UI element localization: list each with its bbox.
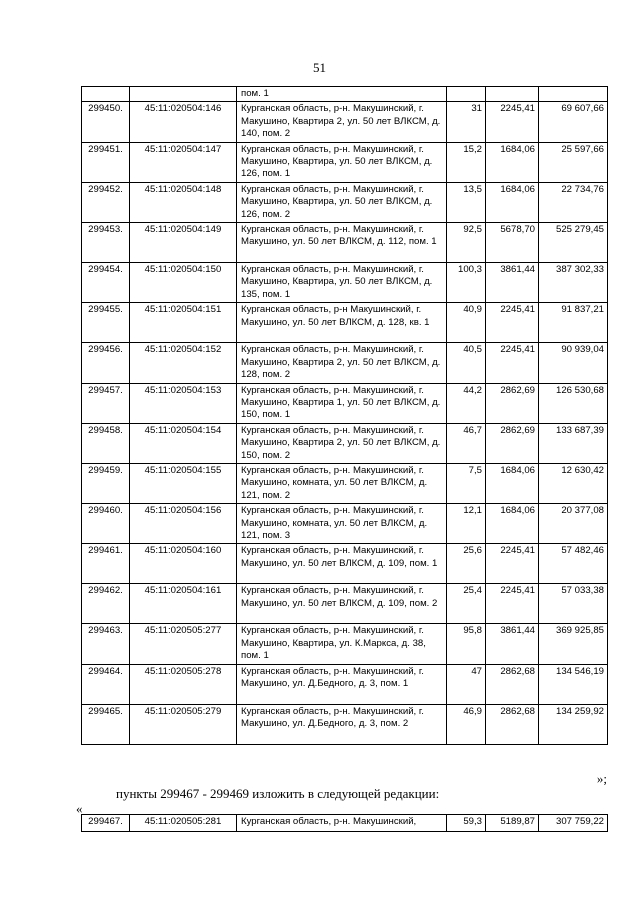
table-row xyxy=(82,343,608,383)
cell-address: Курганская область, р-н. Макушинский, г. Макушино, ул. 50 лет ВЛКСМ, д. 109, пом. 1 xyxy=(237,544,447,584)
cell-price: 2245,41 xyxy=(486,584,539,624)
table-row xyxy=(82,102,608,142)
cell-cadastral: 45:11:020504:146 xyxy=(130,102,237,142)
cell-address: Курганская область, р-н. Макушинский, г. Макушино, Квартира, ул. 50 лет ВЛКСМ, д. 126, пом. 1 xyxy=(237,142,447,182)
table-row xyxy=(82,463,608,503)
cell-num: 299450. xyxy=(82,102,130,142)
cell-cadastral: 45:11:020504:147 xyxy=(130,142,237,182)
cell-area: 95,8 xyxy=(447,624,486,664)
cell-cadastral: 45:11:020504:152 xyxy=(130,343,237,383)
cell-price: 1684,06 xyxy=(486,463,539,503)
table-row xyxy=(82,182,608,222)
cell-address: Курганская область, р-н. Макушинский, г. Макушино, Квартира 2, ул. 50 лет ВЛКСМ, д. 140, пом. 2 xyxy=(237,102,447,142)
cell-cadastral: 45:11:020505:278 xyxy=(130,664,237,704)
cell-address: Курганская область, р-н. Макушинский, г. Макушино, ул. Д.Бедного, д. 3, пом. 1 xyxy=(237,664,447,704)
cell-num: 299452. xyxy=(82,182,130,222)
cell-area: 25,4 xyxy=(447,584,486,624)
cell-address: Курганская область, р-н. Макушинский, г. Макушино, Квартира 2, ул. 50 лет ВЛКСМ, д. 150, пом. 2 xyxy=(237,423,447,463)
cell-area: 25,6 xyxy=(447,544,486,584)
cell-num: 299453. xyxy=(82,223,130,263)
continuation-row xyxy=(82,87,608,102)
cell-cadastral: 45:11:020504:161 xyxy=(130,584,237,624)
cell-address: Курганская область, р-н. Макушинский, г. Макушино, ул. 50 лет ВЛКСМ, д. 109, пом. 2 xyxy=(237,584,447,624)
cell-price: 5189,87 xyxy=(486,815,539,832)
amended-property-table xyxy=(81,814,608,832)
page-number: 51 xyxy=(313,60,326,75)
cell-num: 299461. xyxy=(82,544,130,584)
cell-area: 46,7 xyxy=(447,423,486,463)
cell-total: 20 377,08 xyxy=(539,504,608,544)
cell-total: 57 033,38 xyxy=(539,584,608,624)
cell-area: 40,5 xyxy=(447,343,486,383)
cell-num: 299464. xyxy=(82,664,130,704)
cell-area: 40,9 xyxy=(447,303,486,343)
cell-cadastral: 45:11:020504:149 xyxy=(130,223,237,263)
cell-cadastral: 45:11:020504:155 xyxy=(130,463,237,503)
cell-total: 22 734,76 xyxy=(539,182,608,222)
table-row xyxy=(82,664,608,704)
table-row xyxy=(82,815,608,832)
cell-address: Курганская область, р-н. Макушинский, г. Макушино, Квартира, ул. 50 лет ВЛКСМ, д. 135, пом. 1 xyxy=(237,263,447,303)
cell-num xyxy=(82,87,130,102)
table-row xyxy=(82,704,608,744)
cell-num: 299456. xyxy=(82,343,130,383)
cell-area: 31 xyxy=(447,102,486,142)
cell-price: 2862,68 xyxy=(486,704,539,744)
cell-num: 299454. xyxy=(82,263,130,303)
cell-area xyxy=(447,87,486,102)
table-row xyxy=(82,142,608,182)
cell-address: Курганская область, р-н. Макушинский, г. Макушино, Квартира, ул. 50 лет ВЛКСМ, д. 126, пом. 2 xyxy=(237,182,447,222)
cell-cadastral: 45:11:020505:281 xyxy=(130,815,237,832)
cell-price: 3861,44 xyxy=(486,624,539,664)
table-row xyxy=(82,584,608,624)
cell-area: 44,2 xyxy=(447,383,486,423)
cell-cadastral: 45:11:020505:277 xyxy=(130,624,237,664)
cell-num: 299465. xyxy=(82,704,130,744)
cell-address: Курганская область, р-н. Макушинский, г. Макушино, Квартира 1, ул. 50 лет ВЛКСМ, д. 150, пом. 1 xyxy=(237,383,447,423)
property-table-body xyxy=(82,87,608,745)
cell-address: Курганская область, р-н. Макушинский, г. Макушино, комната, ул. 50 лет ВЛКСМ, д. 121, пом. 3 xyxy=(237,504,447,544)
table-row xyxy=(82,544,608,584)
cell-total: 57 482,46 xyxy=(539,544,608,584)
cell-total: 25 597,66 xyxy=(539,142,608,182)
cell-price: 1684,06 xyxy=(486,142,539,182)
cell-num: 299451. xyxy=(82,142,130,182)
cell-price: 2245,41 xyxy=(486,343,539,383)
cell-cadastral xyxy=(130,87,237,102)
cell-price: 2245,41 xyxy=(486,544,539,584)
table-row xyxy=(82,624,608,664)
cell-area: 46,9 xyxy=(447,704,486,744)
cell-address: пом. 1 xyxy=(237,87,447,102)
cell-total: 134 259,92 xyxy=(539,704,608,744)
cell-total: 525 279,45 xyxy=(539,223,608,263)
cell-area: 12,1 xyxy=(447,504,486,544)
cell-address: Курганская область, р-н. Макушинский, г. Макушино, Квартира, ул. К.Маркса, д. 38, пом. 1 xyxy=(237,624,447,664)
cell-price: 2862,69 xyxy=(486,383,539,423)
cell-area: 92,5 xyxy=(447,223,486,263)
cell-total: 387 302,33 xyxy=(539,263,608,303)
cell-price: 2862,68 xyxy=(486,664,539,704)
cell-num: 299462. xyxy=(82,584,130,624)
cell-total: 90 939,04 xyxy=(539,343,608,383)
table-row xyxy=(82,383,608,423)
cell-cadastral: 45:11:020504:150 xyxy=(130,263,237,303)
cell-cadastral: 45:11:020505:279 xyxy=(130,704,237,744)
cell-address: Курганская область, р-н. Макушинский, г. Макушино, Квартира 2, ул. 50 лет ВЛКСМ, д. 128, пом. 2 xyxy=(237,343,447,383)
cell-num: 299457. xyxy=(82,383,130,423)
cell-num: 299455. xyxy=(82,303,130,343)
cell-cadastral: 45:11:020504:156 xyxy=(130,504,237,544)
cell-cadastral: 45:11:020504:153 xyxy=(130,383,237,423)
cell-cadastral: 45:11:020504:148 xyxy=(130,182,237,222)
opening-quote: « xyxy=(76,801,83,816)
cell-num: 299460. xyxy=(82,504,130,544)
cell-address: Курганская область, р-н. Макушинский, г. Макушино, ул. 50 лет ВЛКСМ, д. 112, пом. 1 xyxy=(237,223,447,263)
cell-num: 299467. xyxy=(82,815,130,832)
table-row xyxy=(82,303,608,343)
table-row xyxy=(82,263,608,303)
cell-cadastral: 45:11:020504:160 xyxy=(130,544,237,584)
cell-total: 369 925,85 xyxy=(539,624,608,664)
cell-price: 2862,69 xyxy=(486,423,539,463)
cell-price xyxy=(486,87,539,102)
cell-area: 7,5 xyxy=(447,463,486,503)
cell-total: 134 546,19 xyxy=(539,664,608,704)
cell-area: 100,3 xyxy=(447,263,486,303)
cell-price: 2245,41 xyxy=(486,102,539,142)
cell-address: Курганская область, р-н. Макушинский, г. Макушино, комната, ул. 50 лет ВЛКСМ, д. 121, пом. 2 xyxy=(237,463,447,503)
cell-address: Курганская область, р-н. Макушинский, г. Макушино, ул. Д.Бедного, д. 3, пом. 2 xyxy=(237,704,447,744)
cell-price: 1684,06 xyxy=(486,182,539,222)
cell-address: Курганская область, р-н. Макушинский, xyxy=(237,815,447,832)
table-row xyxy=(82,504,608,544)
cell-cadastral: 45:11:020504:151 xyxy=(130,303,237,343)
cell-area: 59,3 xyxy=(447,815,486,832)
cell-total xyxy=(539,87,608,102)
cell-price: 5678,70 xyxy=(486,223,539,263)
cell-num: 299463. xyxy=(82,624,130,664)
cell-total: 126 530,68 xyxy=(539,383,608,423)
cell-total: 307 759,22 xyxy=(539,815,608,832)
cell-num: 299459. xyxy=(82,463,130,503)
property-table xyxy=(81,86,608,745)
cell-total: 12 630,42 xyxy=(539,463,608,503)
cell-total: 69 607,66 xyxy=(539,102,608,142)
amended-table-body xyxy=(82,815,608,832)
cell-cadastral: 45:11:020504:154 xyxy=(130,423,237,463)
cell-area: 47 xyxy=(447,664,486,704)
cell-area: 15,2 xyxy=(447,142,486,182)
cell-price: 2245,41 xyxy=(486,303,539,343)
cell-total: 133 687,39 xyxy=(539,423,608,463)
cell-num: 299458. xyxy=(82,423,130,463)
closing-quote: »; xyxy=(596,771,607,786)
table-row xyxy=(82,223,608,263)
cell-price: 3861,44 xyxy=(486,263,539,303)
cell-total: 91 837,21 xyxy=(539,303,608,343)
table-row xyxy=(82,423,608,463)
cell-price: 1684,06 xyxy=(486,504,539,544)
cell-area: 13,5 xyxy=(447,182,486,222)
amendment-paragraph: пункты 299467 - 299469 изложить в следующей редакции: xyxy=(116,786,440,801)
cell-address: Курганская область, р-н Макушинский, г. Макушино, ул. 50 лет ВЛКСМ, д. 128, кв. 1 xyxy=(237,303,447,343)
